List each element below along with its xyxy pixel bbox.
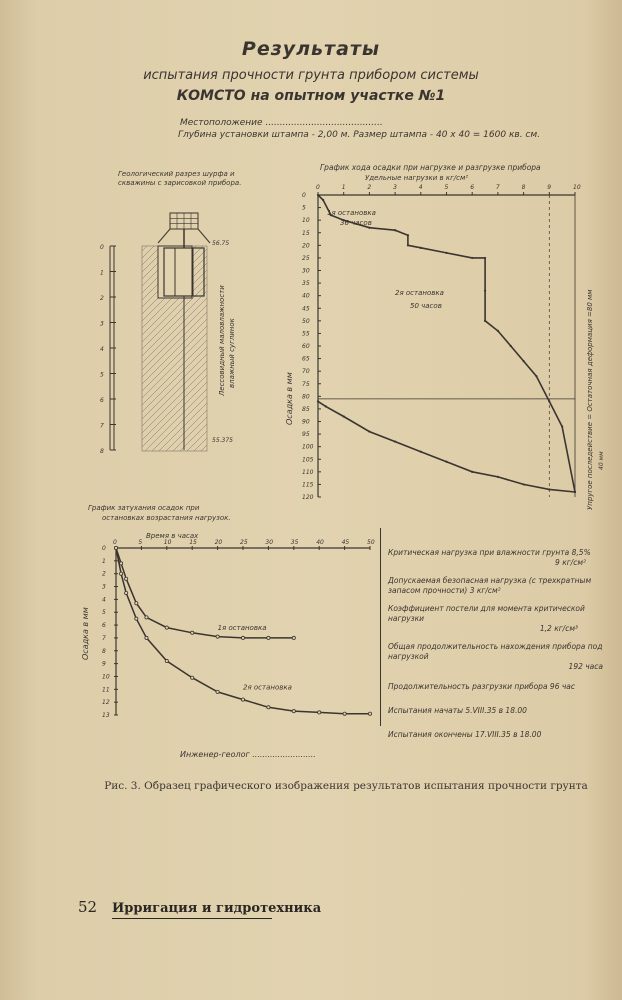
chart1-point (394, 441, 396, 443)
soil-hatching (100, 246, 280, 451)
chart2-y-tick-label: 3 (102, 583, 106, 591)
chart2-title-1: График затухания осадок при (88, 504, 200, 512)
bedding-coefficient-value: 1,2 кг/см³ (539, 624, 578, 633)
total-duration-value: 192 часа (568, 662, 603, 671)
chart2-series-label: 2я остановка (243, 683, 292, 692)
chart1-y-tick-label: 55 (302, 330, 310, 338)
chart1-point (484, 320, 486, 322)
geo-title-1: Геологический разрез шурфа и (118, 170, 235, 178)
chart2-y-tick-label: 5 (102, 609, 106, 617)
geo-scale-label: 4 (100, 346, 104, 353)
chart1-y-tick-label: 0 (302, 192, 306, 199)
chart2-point (145, 636, 148, 639)
chart1-y-tick-label: 90 (302, 418, 310, 426)
chart1-point (548, 488, 550, 490)
chart1-point (484, 257, 486, 259)
chart2-y-tick-label: 7 (102, 634, 106, 642)
chart1-y-tick-label: 75 (302, 380, 310, 388)
chart1-point (548, 400, 550, 402)
chart1-series-line (318, 401, 575, 492)
chart2-title-2: остановках возрастания нагрузок. (102, 514, 231, 522)
elevation-bottom: 55.375 (212, 437, 233, 444)
chart2-y-tick-label: 9 (102, 660, 106, 668)
chart1-point (471, 257, 473, 259)
chart2-y-tick-label: 0 (102, 545, 106, 552)
results-block (388, 548, 608, 740)
annotation-stop-1-hours: 36 часов (340, 219, 372, 227)
document-subtitle-1: испытания прочности грунта прибором системы (143, 68, 479, 83)
chart1-y-tick-label: 80 (302, 393, 310, 401)
chart2-point (267, 706, 270, 709)
chart1-point (407, 234, 409, 236)
chart1-x-tick-label: 10 (573, 184, 581, 191)
chart2-x-tick-label: 0 (113, 539, 117, 546)
geo-scale (100, 244, 116, 455)
figure-caption: Рис. 3. Образец графического изображения результатов испытания прочности грунта (104, 780, 588, 792)
chart2-ylabel: Осадка в мм (81, 607, 90, 660)
chart1-x-tick-label: 0 (316, 184, 320, 191)
chart2-y-tick-label: 1 (102, 557, 106, 565)
chart1-point (394, 229, 396, 231)
chart1-x-tick-label: 3 (393, 184, 397, 191)
chart2-series-label: 1я остановка (217, 624, 267, 633)
geo-scale-label: 7 (100, 422, 104, 430)
critical-load: Критическая нагрузка при влажности грунта 8,5% (388, 548, 591, 557)
chart1-point (523, 360, 525, 362)
chart1-point (407, 244, 409, 246)
chart2-point (119, 572, 122, 575)
chart1-xlabel: Удельные нагрузки в кг/см² (365, 174, 469, 182)
chart1-point (523, 483, 525, 485)
chart2-x-tick-label: 20 (214, 539, 223, 546)
chart2-point (216, 635, 219, 638)
chart2-x-tick-label: 15 (189, 539, 197, 546)
test-started: Испытания начаты 5.VIII.35 в 18.00 (388, 706, 527, 715)
chart2-xlabel: Время в часах (146, 532, 199, 540)
chart2-x-tick-label: 45 (341, 539, 350, 546)
geo-scale-label: 1 (100, 269, 104, 277)
annotation-stop-2-hours: 50 часов (410, 302, 442, 310)
chart2-point (368, 712, 371, 715)
chart1-y-tick-label: 15 (302, 229, 310, 237)
chart1-title: График хода осадки при нагрузке и разгрузке прибора (320, 163, 541, 172)
chart1-y-tick-label: 100 (302, 443, 314, 451)
chart2-x-tick-label: 35 (290, 539, 299, 546)
chart1-point (574, 491, 576, 493)
chart1-y-tick-label: 115 (302, 481, 314, 489)
document-subtitle-2: КОМСТО на опытном участке №1 (176, 88, 446, 104)
chart2-point (241, 636, 244, 639)
chart1-point (325, 405, 327, 407)
geo-section (100, 168, 280, 458)
chart1-point (322, 199, 324, 201)
chart1-point (510, 345, 512, 347)
chart2-point (318, 711, 321, 714)
footer-rule (112, 918, 272, 919)
decay-chart (80, 500, 380, 725)
chart1-point (420, 247, 422, 249)
chart2-y-tick-label: 13 (102, 712, 110, 719)
chart1-x-tick-label: 8 (521, 184, 526, 191)
document-title: Результаты (241, 38, 381, 60)
chart1-side-label: Упругое последействие = Остаточная деформация =80 мм (586, 289, 594, 510)
chart2-point (165, 659, 168, 662)
chart2-x-tick-label: 5 (138, 539, 143, 546)
chart2-series-line (116, 548, 294, 638)
chart1-x-tick-label: 9 (547, 184, 552, 191)
chart2-point (125, 577, 128, 580)
chart2-point (216, 690, 219, 693)
location-label: Местоположение ......................................... (180, 118, 383, 128)
chart1-y-tick-label: 5 (302, 204, 306, 212)
chart1-y-tick-label: 10 (302, 217, 310, 225)
chart1-y-tick-label: 60 (302, 343, 310, 350)
chart2-x-tick-label: 25 (240, 539, 248, 546)
chart2-point (125, 591, 128, 594)
chart2-point (135, 617, 138, 620)
geo-scale-label: 8 (100, 448, 104, 455)
geo-scale-label: 6 (100, 397, 104, 404)
geo-scale-label: 3 (100, 320, 104, 328)
annotation-stop-2: 2я остановка (395, 289, 444, 297)
chart2-y-tick-label: 4 (102, 596, 106, 604)
chart1-x-tick-label: 6 (470, 184, 475, 191)
chart1-y-tick-label: 120 (302, 494, 314, 501)
chart2-y-tick-label: 10 (102, 673, 110, 681)
chart1-x-tick-label: 4 (418, 184, 423, 191)
chart1-point (368, 430, 370, 432)
chart1-ylabel: Осадка в мм (285, 372, 294, 425)
chart1-y-tick-label: 30 (302, 267, 310, 275)
chart2-point (165, 626, 168, 629)
geo-scale-label: 0 (100, 244, 104, 251)
chart2-point (241, 698, 244, 701)
chart2-point (114, 546, 117, 549)
chart1-x-tick-label: 1 (341, 184, 346, 191)
chart1-y-tick-label: 70 (302, 368, 310, 376)
unload-duration: Продолжительность разгрузки прибора 96 час (388, 682, 576, 691)
geo-scale-label: 2 (100, 295, 104, 302)
chart2-point (191, 676, 194, 679)
chart1-y-tick-label: 50 (302, 317, 310, 325)
chart2-y-tick-label: 2 (102, 570, 106, 578)
annotation-stop-1: 1я остановка (327, 209, 376, 217)
chart2-point (191, 631, 194, 634)
chart1-y-tick-label: 20 (302, 242, 310, 250)
chart1-point (497, 476, 499, 478)
test-ended: Испытания окончены 17.VIII.35 в 18.00 (388, 730, 542, 739)
chart2-point (145, 616, 148, 619)
chart1-y-tick-label: 40 (302, 292, 310, 300)
chart1-y-tick-label: 85 (302, 405, 310, 413)
chart1-point (420, 451, 422, 453)
chart1-series-line (318, 195, 575, 492)
chart1-x-tick-label: 5 (444, 184, 449, 191)
chart2-point (343, 712, 346, 715)
geo-title-2: скважины с зарисовкой прибора. (118, 179, 242, 187)
depth-line: Глубина установки штампа - 2,00 м. Размер штампа - 40 x 40 = 1600 кв. см. (178, 130, 541, 140)
page-number: 52 (78, 898, 98, 916)
chart1-y-tick-label: 95 (302, 431, 310, 439)
chart1-y-tick-label: 105 (302, 456, 314, 464)
chart1-y-tick-label: 45 (302, 305, 310, 313)
chart2-y-tick-label: 8 (102, 647, 106, 655)
chart1-y-tick-label: 110 (302, 468, 314, 476)
chart1-point (317, 194, 319, 196)
chart2-x-tick-label: 40 (316, 539, 324, 546)
load-settlement-chart (270, 155, 615, 515)
chart1-point (497, 330, 499, 332)
soil-label-2: влажный суглинок (228, 318, 236, 388)
chart2-x-tick-label: 10 (163, 539, 172, 546)
journal-name: Ирригация и гидротехника (112, 901, 322, 916)
chart1-point (484, 290, 486, 292)
chart2-y-tick-label: 12 (102, 699, 110, 707)
chart2-y-tick-label: 6 (102, 622, 106, 630)
elevation-top: 56.75 (212, 240, 230, 247)
chart1-side-label-small: 40 мм (598, 451, 605, 470)
chart1-point (445, 252, 447, 254)
chart2-y-tick-label: 11 (102, 686, 110, 694)
chart1-y-tick-label: 35 (302, 280, 310, 288)
chart1-point (445, 461, 447, 463)
chart2-point (292, 710, 295, 713)
critical-load-value: 9 кг/см² (555, 558, 586, 567)
geo-scale-label: 5 (100, 371, 104, 379)
chart1-y-tick-label: 65 (302, 355, 310, 363)
signature-label: Инженер-геолог ......................... (180, 750, 316, 759)
chart1-x-tick-label: 7 (495, 184, 500, 191)
chart2-x-tick-label: 50 (367, 539, 375, 546)
chart2-point (292, 636, 295, 639)
chart1-x-tick-label: 2 (367, 184, 372, 191)
chart1-point (317, 400, 319, 402)
chart1-point (343, 415, 345, 417)
chart1-y-tick-label: 25 (302, 254, 310, 262)
soil-label-1: Лессовидный маловлажности (218, 285, 226, 396)
chart1-point (561, 425, 563, 427)
chart2-point (267, 636, 270, 639)
chart1-point (535, 375, 537, 377)
chart2-x-tick-label: 30 (265, 539, 274, 546)
allowable-load: Допускаемая безопасная нагрузка (с трехкратным запасом прочности) 3 кг/см² (388, 576, 592, 595)
chart2-point (135, 602, 138, 605)
total-duration: Общая продолжительность нахождения прибора под нагрузкой (388, 642, 603, 661)
chart1-point (471, 471, 473, 473)
results-divider (380, 528, 381, 726)
bedding-coefficient: Коэффициент постели для момента критической нагрузки (388, 604, 585, 623)
